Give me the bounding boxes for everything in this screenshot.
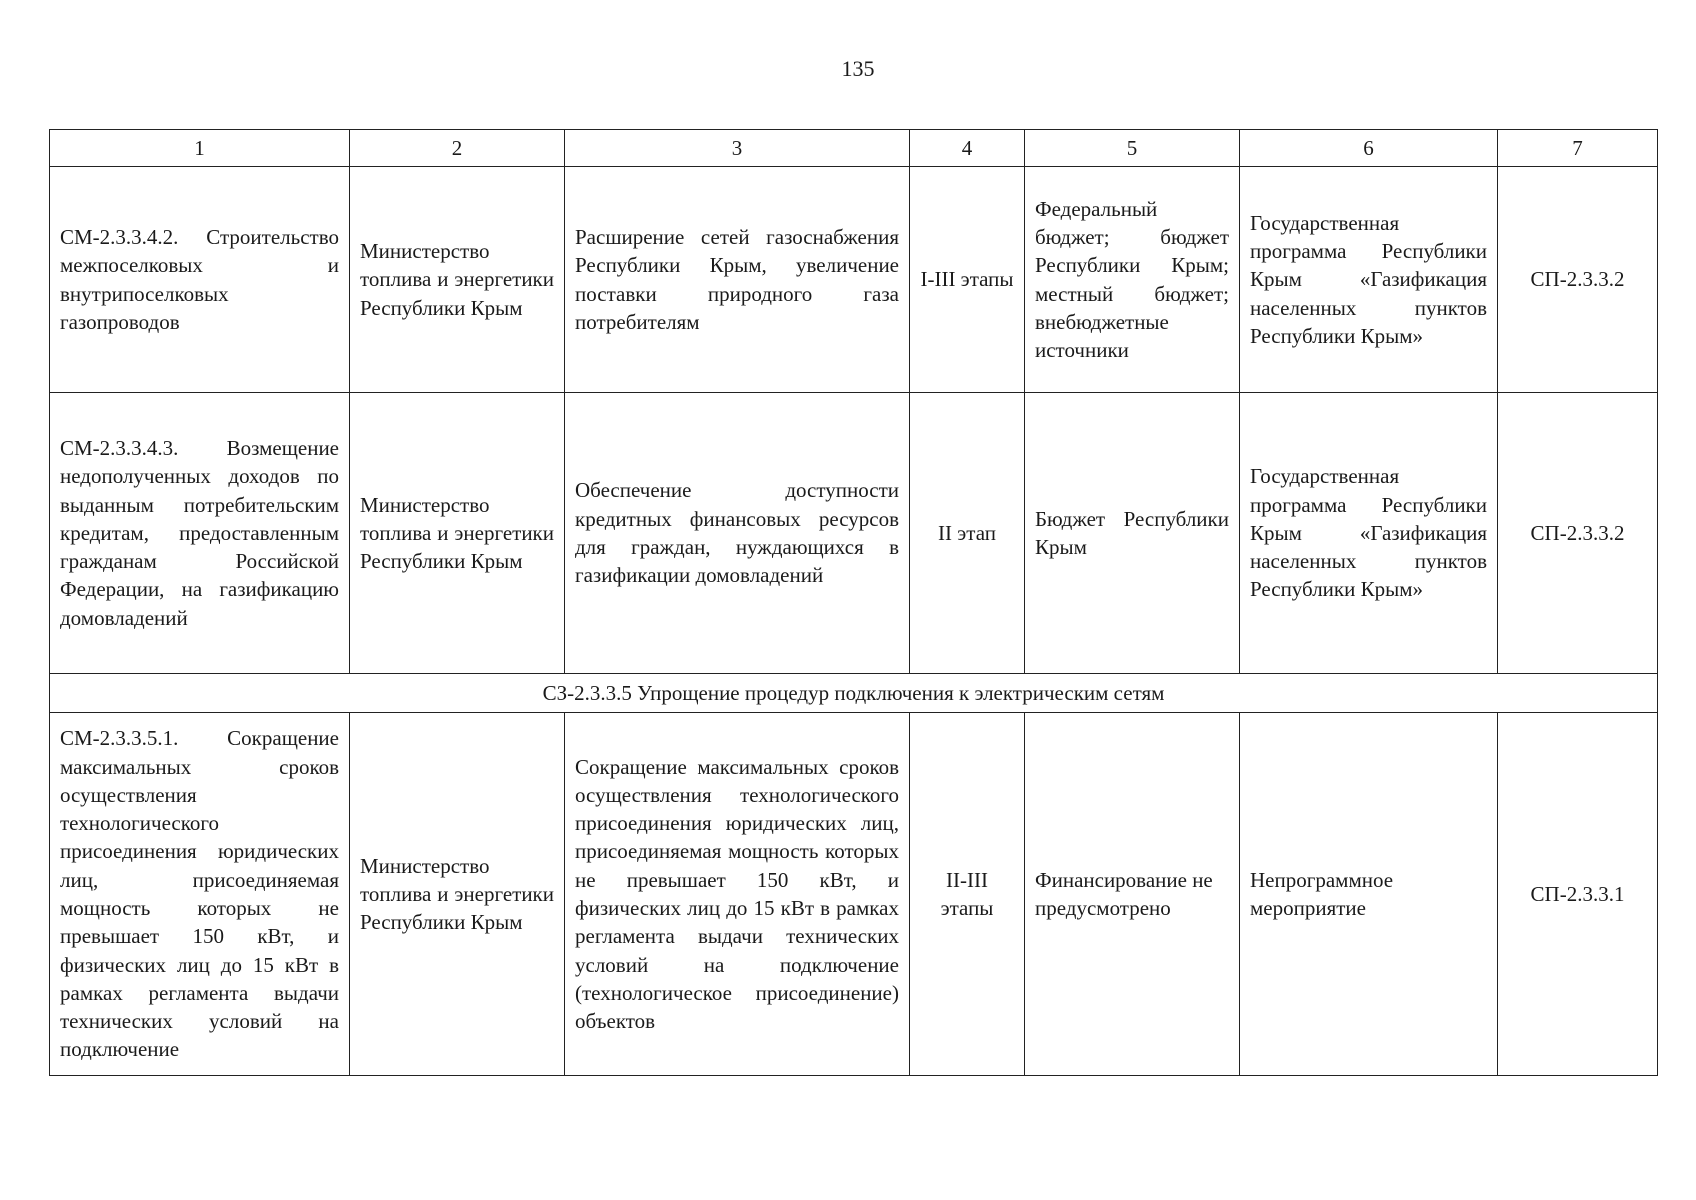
funding-cell: Федеральный бюджет; бюджет Республики Крым; местный бюджет; внебюджетные источники — [1025, 167, 1240, 393]
section-row — [50, 674, 1658, 713]
header-cell: 1 — [50, 130, 350, 167]
responsible-cell: Министерство топлива и энергетики Республики Крым — [350, 713, 565, 1076]
program-cell: Государственная программа Республики Крым «Газификация населенных пунктов Республики Крым» — [1240, 393, 1498, 674]
header-cell: 6 — [1240, 130, 1498, 167]
link-cell: СП-2.3.3.2 — [1498, 167, 1658, 393]
stage-cell: II этап — [910, 393, 1025, 674]
link-cell: СП-2.3.3.2 — [1498, 393, 1658, 674]
funding-cell: Финансирование не предусмотрено — [1025, 713, 1240, 1076]
responsible-cell: Министерство топлива и энергетики Республики Крым — [350, 393, 565, 674]
measure-code-cell: СМ-2.3.3.4.2. Строительство межпоселковых и внутрипоселковых газопроводов — [50, 167, 350, 393]
program-cell: Непрограммное мероприятие — [1240, 713, 1498, 1076]
header-cell: 3 — [565, 130, 910, 167]
stage-cell: II-III этапы — [910, 713, 1025, 1076]
measures-table — [49, 129, 1658, 1076]
program-cell: Государственная программа Республики Крым «Газификация населенных пунктов Республики Крым» — [1240, 167, 1498, 393]
stage-cell: I-III этапы — [910, 167, 1025, 393]
table-row — [50, 167, 1658, 393]
table-row — [50, 393, 1658, 674]
header-cell: 7 — [1498, 130, 1658, 167]
measure-code-cell: СМ-2.3.3.4.3. Возмещение недополученных доходов по выданным потребительским кредитам, предоставленным гражданам Российской Федерации, на газификацию домовладений — [50, 393, 350, 674]
link-cell: СП-2.3.3.1 — [1498, 713, 1658, 1076]
section-title: СЗ-2.3.3.5 Упрощение процедур подключения к электрическим сетям — [50, 674, 1658, 713]
table-row — [50, 713, 1658, 1076]
table-header-row — [50, 130, 1658, 167]
result-cell: Обеспечение доступности кредитных финансовых ресурсов для граждан, нуждающихся в газификации домовладений — [565, 393, 910, 674]
result-cell: Расширение сетей газоснабжения Республики Крым, увеличение поставки природного газа потребителям — [565, 167, 910, 393]
header-cell: 4 — [910, 130, 1025, 167]
header-cell: 2 — [350, 130, 565, 167]
funding-cell: Бюджет Республики Крым — [1025, 393, 1240, 674]
header-cell: 5 — [1025, 130, 1240, 167]
responsible-cell: Министерство топлива и энергетики Республики Крым — [350, 167, 565, 393]
result-cell: Сокращение максимальных сроков осуществления технологического присоединения юридических лиц, присоединяемая мощность которых не превышает 150 кВт, и физических лиц до 15 кВт в рамках регламента выдачи технических условий на подключение (технологическое присоединение) объектов — [565, 713, 910, 1076]
page-number: 135 — [841, 56, 875, 81]
measure-code-cell: СМ-2.3.3.5.1. Сокращение максимальных сроков осуществления технологического присоединения юридических лиц, присоединяемая мощность которых не превышает 150 кВт, и физических лиц до 15 кВт в рамках регламента выдачи технических условий на подключение — [50, 713, 350, 1076]
